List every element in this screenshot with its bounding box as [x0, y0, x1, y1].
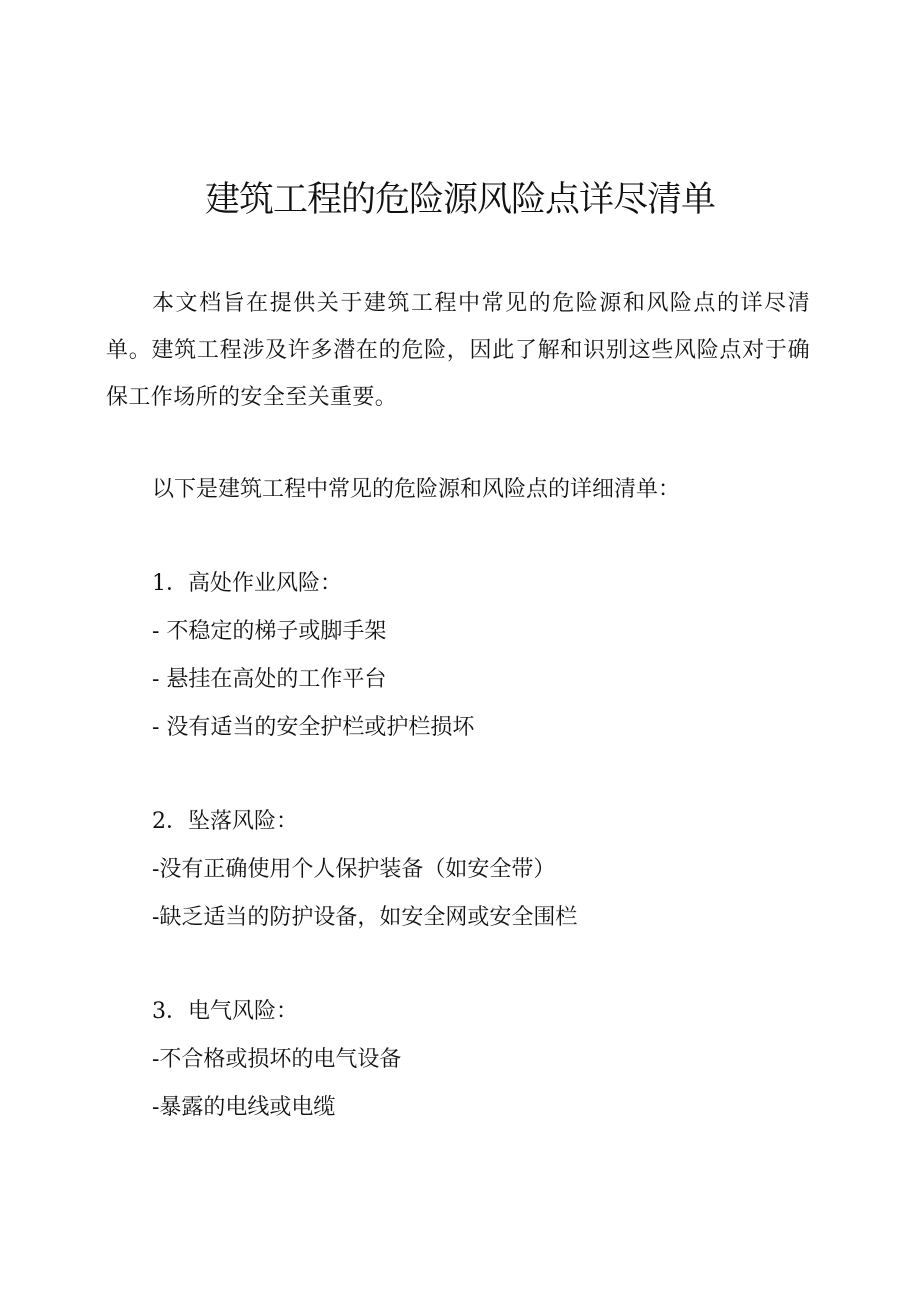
list-item: - 不稳定的梯子或脚手架 — [152, 619, 387, 644]
list-item: -缺乏适当的防护设备，如安全网或安全围栏 — [152, 905, 578, 930]
section-electrical-risk — [152, 988, 401, 1132]
document-title: 建筑工程的危险源风险点详尽清单 — [204, 180, 715, 220]
section-heading: 3．电气风险： — [152, 999, 298, 1024]
list-lead-sentence: 以下是建筑工程中常见的危险源和风险点的详细清单： — [152, 477, 681, 502]
section-fall-risk — [152, 798, 577, 942]
list-item: -没有正确使用个人保护装备（如安全带） — [152, 857, 556, 882]
intro-paragraph: 本文档旨在提供关于建筑工程中常见的危险源和风险点的详尽清单。建筑工程涉及许多潜在的危险，因此了解和识别这些风险点对于确保工作场所的安全至关重要。 — [106, 291, 810, 410]
list-item: -暴露的电线或电缆 — [152, 1095, 336, 1120]
list-item: - 没有适当的安全护栏或护栏损坏 — [152, 715, 475, 740]
section-heading: 2．坠落风险： — [152, 809, 298, 834]
list-item: - 悬挂在高处的工作平台 — [152, 667, 387, 692]
section-height-work-risk — [152, 560, 474, 752]
section-heading: 1．高处作业风险： — [152, 571, 342, 596]
list-item: -不合格或损坏的电气设备 — [152, 1047, 402, 1072]
